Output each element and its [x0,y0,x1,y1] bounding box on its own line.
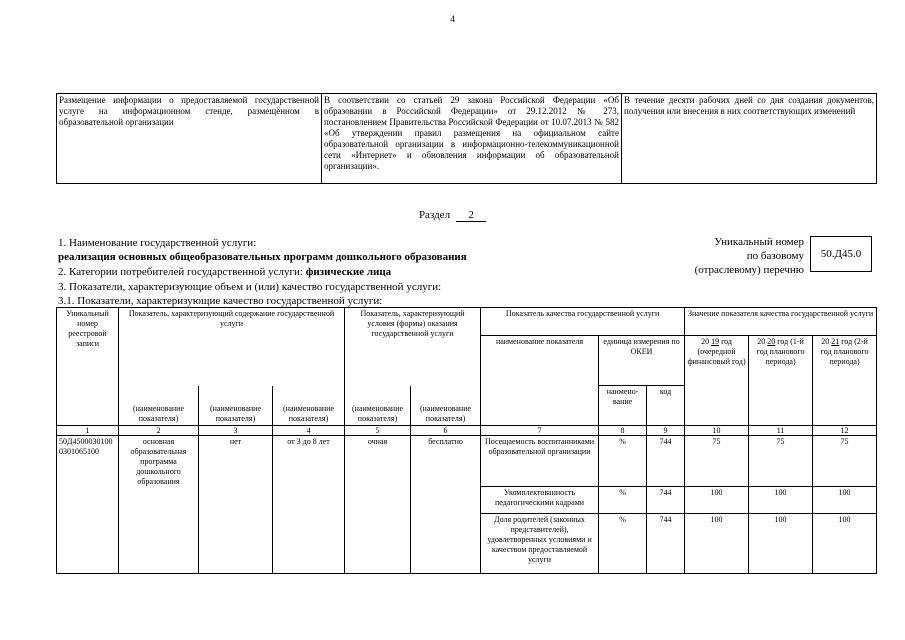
header-indicator-name: наименование показателя [481,336,599,426]
indicator-name: Посещаемость воспитанниками образовательной организации [481,436,599,487]
col-num: 5 [345,426,411,436]
year-2-label: год (1-й год планового периода) [756,337,805,366]
section-number: 2 [456,209,486,222]
indicator-unit: % [599,487,647,514]
record-age: от 3 до 8 лет [273,436,345,574]
indicator-value-3: 75 [813,436,877,487]
indicator-name: Укомплектованность педагогическими кадрами [481,487,599,514]
placement-frequency-cell: В течение десяти рабочих дней со дня создания документов, получения или внесения в них соответствующих изменений [622,94,877,184]
table-row [57,436,877,487]
header-quality-group: Показатель качества государственной услуги [481,308,685,336]
col-num: 10 [685,426,749,436]
col-num: 11 [749,426,813,436]
quality-indicators-heading: 3.1. Показатели, характеризующие качество государственной услуги: [58,295,383,307]
header-conditions-group: Показатель, характеризующий условия (формы) оказания государственной услуги [345,308,481,386]
service-name: реализация основных общеобразовательных программ дошкольного образования [58,251,467,263]
indicator-value-2: 100 [749,514,813,574]
header-unit: единица измерения по ОКЕИ [599,336,685,386]
record-program: основная образовательная программа дошкольного образования [119,436,199,574]
record-payment: бесплатно [411,436,481,574]
header-year-3 [813,336,877,426]
col-num: 6 [411,426,481,436]
unique-number-label [672,235,804,277]
indicator-name: Доля родителей (законных представителей), удовлетворенных условиями и качеством предоставляемой услуги [481,514,599,574]
header-content-name-3: (наименование показателя) [273,386,345,426]
column-number-row [57,426,877,436]
indicator-value-1: 100 [685,487,749,514]
basic-list-code: 50.Д45.0 [810,236,872,272]
indicator-code: 744 [647,487,685,514]
indicator-value-1: 75 [685,436,749,487]
record-form: очная [345,436,411,574]
col-num: 4 [273,426,345,436]
table-header-row [57,308,877,336]
header-value-group: Значение показателя качества государственной услуги [685,308,877,336]
col-num: 2 [119,426,199,436]
unique-number-line2: по базовому [746,250,804,262]
section-label: Раздел [418,209,451,221]
header-content-name-2: (наименование показателя) [199,386,273,426]
record-content-2: нет [199,436,273,574]
col-num: 9 [647,426,685,436]
indicator-code: 744 [647,436,685,487]
indicator-value-2: 100 [749,487,813,514]
year-1-label: год (очередной финансовый год) [687,337,746,366]
unique-number-line1: Уникальный номер [714,236,804,248]
col-num: 7 [481,426,599,436]
record-unique-number: 50Д45000301000301065100 [57,436,119,574]
header-content-group: Показатель, характеризующий содержание государственной услуги [119,308,345,386]
indicator-value-1: 100 [685,514,749,574]
year-1-number: 19 [711,337,720,346]
header-year-2 [749,336,813,426]
placement-method-cell: Размещение информации о предоставляемой государственной услуге на информационном стенде, размещённом в образовательной организации [57,94,322,184]
year-2-prefix: 20 [757,337,766,346]
consumer-category-value: физические лица [305,266,392,278]
header-year-1 [685,336,749,426]
year-3-prefix: 20 [821,337,830,346]
info-placement-table [56,93,877,184]
consumer-category [58,265,391,279]
service-name-label: 1. Наименование государственной услуги: [58,237,257,249]
indicator-unit: % [599,436,647,487]
header-unit-name: наимено-вание [599,386,647,426]
indicator-value-2: 75 [749,436,813,487]
consumer-category-label: 2. Категории потребителей государственной услуги: [58,266,306,278]
col-num: 8 [599,426,647,436]
page-number: 4 [450,14,455,24]
header-content-name-1: (наименование показателя) [119,386,199,426]
col-num: 3 [199,426,273,436]
placement-content-cell: В соответствии со статьей 29 закона Российской Федерации «Об образовании в Российской Федерации» от 29.12.2012 № 273, постановлением Правительства Российской Федерации от 10.07.2013 № 582 «Об утверждении правил размещения на официальном сайте образовательной организации в информационно-телекоммуникационной сети «Интернет» и обновления информации об образовательной организации». [322,94,622,184]
indicator-value-3: 100 [813,514,877,574]
col-num: 12 [813,426,877,436]
indicator-value-3: 100 [813,487,877,514]
year-1-prefix: 20 [701,337,710,346]
indicators-heading: 3. Показатели, характеризующие объем и (или) качество государственной услуги: [58,281,442,293]
year-3-label: год (2-й год планового периода) [820,337,869,366]
year-3-number: 21 [831,337,840,346]
table-row [57,94,877,184]
quality-indicators-table [56,307,877,574]
indicator-code: 744 [647,514,685,574]
header-unique-record: Уникальный номер реестровой записи [57,308,119,426]
indicator-unit: % [599,514,647,574]
section-heading [0,209,905,222]
header-unit-code: код [647,386,685,426]
unique-number-line3: (отраслевому) перечню [694,264,804,276]
header-condition-name-2: (наименование показателя) [411,386,481,426]
year-2-number: 20 [767,337,776,346]
col-num: 1 [57,426,119,436]
header-condition-name-1: (наименование показателя) [345,386,411,426]
